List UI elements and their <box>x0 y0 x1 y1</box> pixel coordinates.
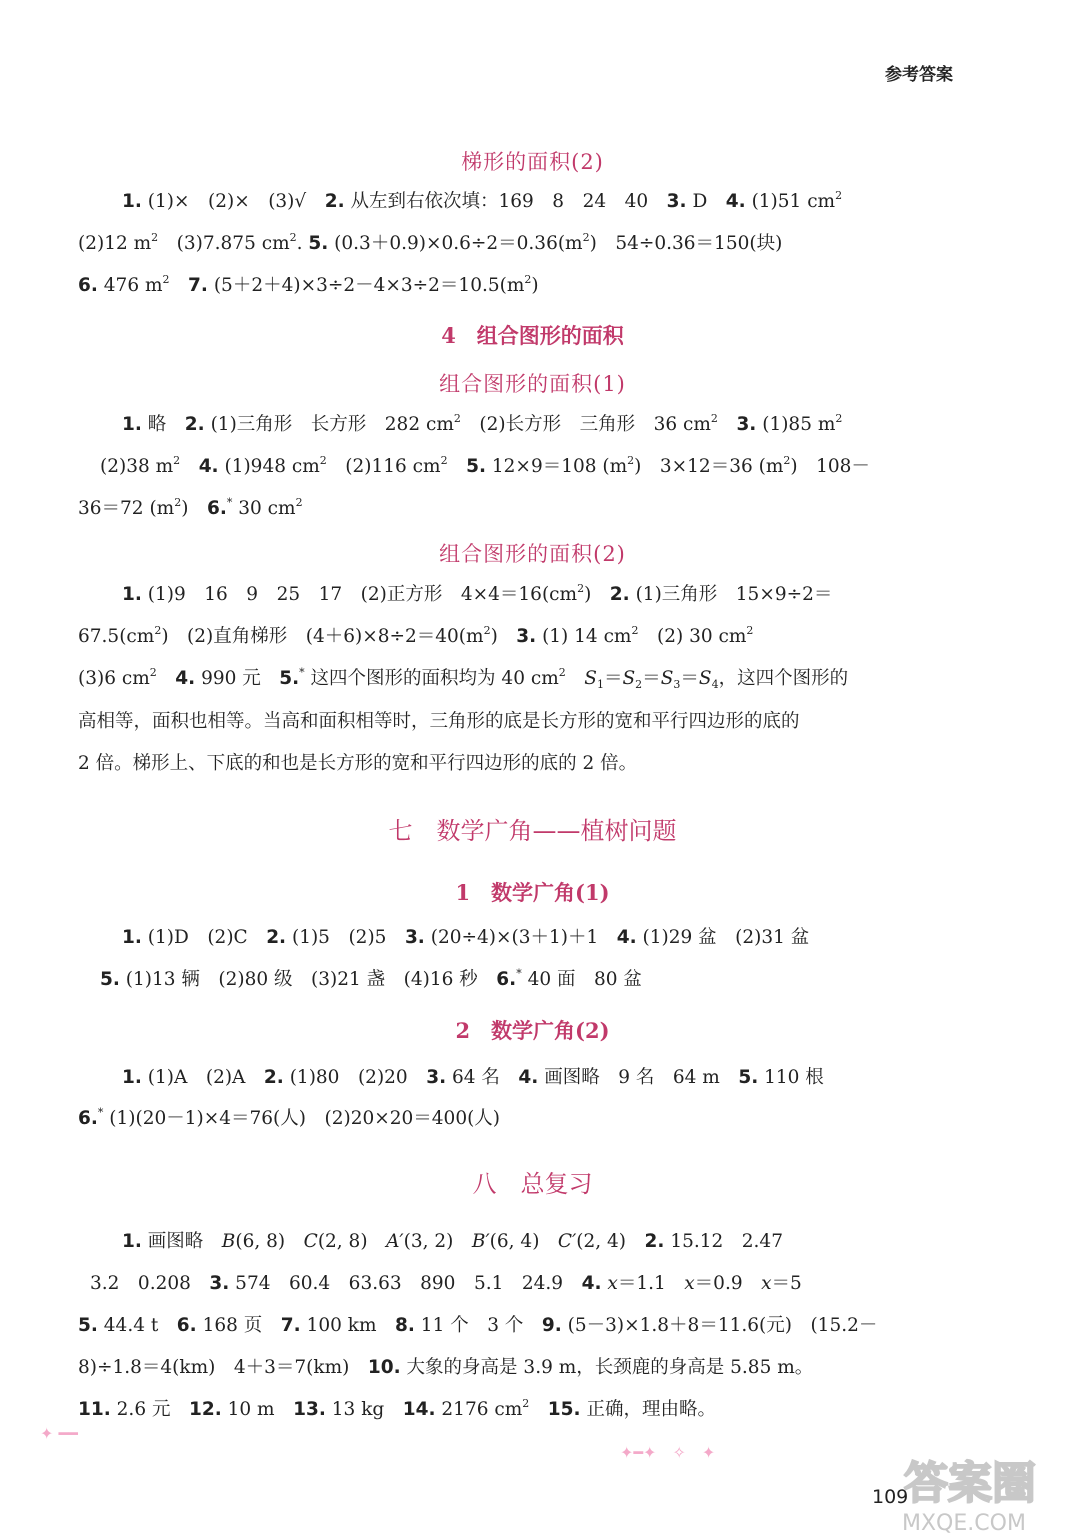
svg-text:答案圈: 答案圈 <box>904 1458 1036 1509</box>
answer-line: 1. 略 2. (1)三角形 长方形 282 $cm^2$ (2)长方形 三角形 36 $cm^2$ 3. (1)85 $m^2$ <box>122 412 843 435</box>
answer-line: 3.2 0.208 3. 574 60.4 63.63 890 5.1 24.9 4. x＝1.1 x＝0.9 x＝5 <box>90 1273 802 1294</box>
section-heading-composite: 4 组合图形的面积 <box>441 323 624 348</box>
section-heading-composite-2: 组合图形的面积(2) <box>439 542 626 566</box>
section-heading-trapezoid-2: 梯形的面积(2) <box>461 150 604 174</box>
svg-text:MXQE.COM: MXQE.COM <box>902 1511 1026 1536</box>
chapter-heading-8: 八 总复习 <box>472 1170 593 1198</box>
answer-line: 8)÷1.8＝4(km) 4＋3＝7(km) 10. 大象的身高是 3.9 m，长颈鹿的身高是 5.85 m。 <box>78 1357 814 1378</box>
page-header: 参考答案 <box>885 65 953 85</box>
section-heading-composite-1: 组合图形的面积(1) <box>439 372 626 396</box>
answer-line: (2)38 $m^2$ 4. (1)948 $cm^2$ (2)116 $cm^2$ 5. 12×9＝108 $(m^2)$ 3×12＝36 $(m^2)$ 108－ <box>100 454 870 477</box>
chapter-heading-7: 七 数学广角——植树问题 <box>388 817 677 845</box>
answer-line: 5. 44.4 t 6. 168 页 7. 100 km 8. 11 个 3 个 9. (5－3)×1.8＋8＝11.6(元) (15.2－ <box>78 1315 878 1336</box>
section-heading-math-corner-1: 1 数学广角(1) <box>455 880 610 905</box>
answer-line: 5. (1)13 辆 (2)80 级 (3)21 盏 (4)16 秒 6.* 40 面 80 盆 <box>100 967 642 990</box>
decorative-sparkle-icon: ✦━✦ ✧ ✦ <box>620 1443 716 1462</box>
answer-line: 36＝72 $(m^2)$ 6.* 30 $cm^2$ <box>78 496 303 519</box>
answer-line: 1. (1)D (2)C 2. (1)5 (2)5 3. (20÷4)×(3＋1)＋1 4. (1)29 盆 (2)31 盆 <box>122 927 810 948</box>
answer-line: $67.5(cm^2)$ (2)直角梯形 $(4+6)\times 8\div 2=40(m^2)$ 3. (1) 14 $cm^2$ (2) 30 $cm^2$ <box>78 624 754 647</box>
page-number: 109 <box>872 1486 909 1508</box>
answer-line: 6.* (1)(20－1)×4＝76(人) (2)20×20＝400(人) <box>78 1106 501 1129</box>
answer-line: 高相等，面积也相等。当高和面积相等时，三角形的底是长方形的宽和平行四边形的底的 <box>78 711 800 732</box>
answer-line: 11. 2.6 元 12. 10 m 13. 13 kg 14. 2176 $cm^2$ 15. 正确，理由略。 <box>78 1397 716 1420</box>
answer-line: 1. (1)A (2)A 2. (1)80 (2)20 3. 64 名 4. 画图略 9 名 64 m 5. 110 根 <box>122 1067 824 1088</box>
decorative-sparkle-icon: ✦ ━━ <box>40 1424 78 1443</box>
answer-line: 2 倍。梯形上、下底的和也是长方形的宽和平行四边形的底的 2 倍。 <box>78 753 638 774</box>
answer-line: (2)12 $m^2$ (3)7.875 $cm^2$. 5. $(0.3+0.9)\times 0.6\div 2=0.36(m^2)$ 54÷0.36＝150(块) <box>78 231 783 254</box>
answer-line: 1. (1)9 16 9 25 17 (2)正方形 $4\times 4=16(cm^2)$ 2. (1)三角形 15×9÷2＝ <box>122 582 833 605</box>
answer-line: 6. 476 $m^2$ 7. $(5+2+4)\times 3\div 2-4\times 3\div 2=10.5(m^2)$ <box>78 273 539 296</box>
watermark-logo-icon <box>902 1448 1062 1536</box>
answer-line: 1. (1)× (2)× (3)√ 2. 从左到右依次填：169 8 24 40 3. D 4. (1)51 $cm^2$ <box>122 189 843 212</box>
section-heading-math-corner-2: 2 数学广角(2) <box>455 1018 610 1043</box>
answer-line: 1. 画图略 B(6, 8) C(2, 8) A′(3, 2) B′(6, 4) C′(2, 4) 2. 15.12 2.47 <box>122 1231 783 1252</box>
answer-line: (3)6 $cm^2$ 4. 990 元 5.* 这四个图形的面积均为 40 $cm^2$ $S_1=S_2=S_3=S_4$，这四个图形的 <box>78 666 849 691</box>
